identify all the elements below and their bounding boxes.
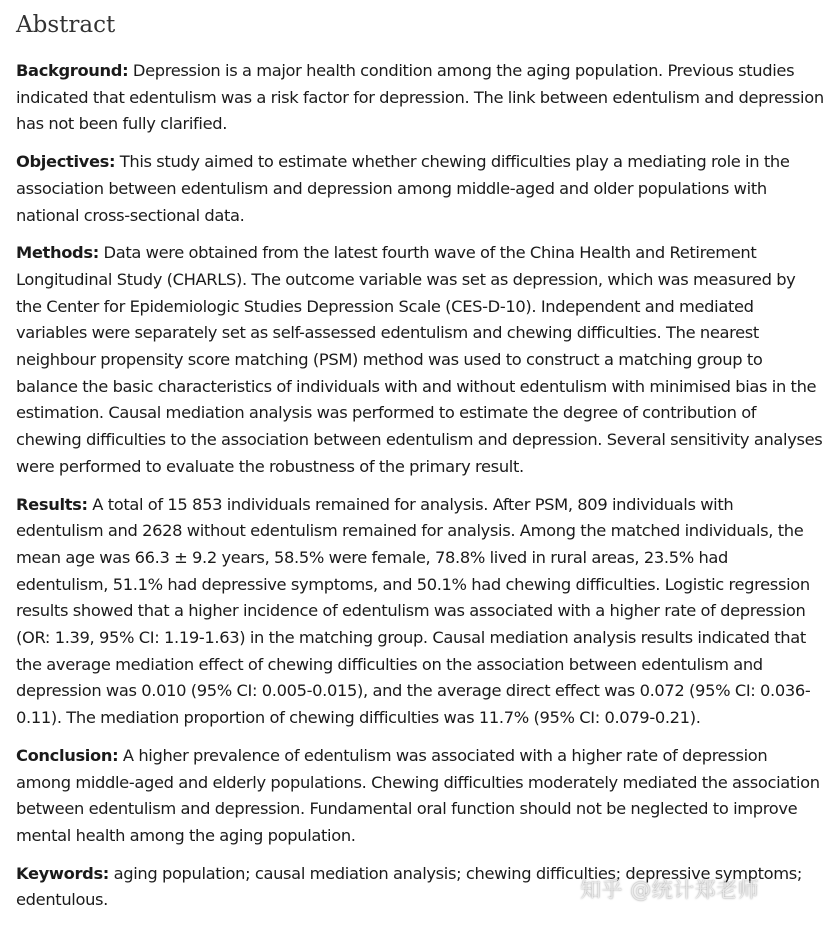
section-text: Depression is a major health condition among the aging population. Previous studies indicated that edentulism was a risk factor for depression. The link between edentulism and depression has not been fully clarified. [16, 61, 824, 134]
abstract-section-background [16, 58, 824, 138]
abstract-section-objectives [16, 149, 824, 229]
section-text: aging population; causal mediation analysis; chewing difficulties; depressive symptoms; edentulous. [16, 863, 803, 910]
abstract-section-keywords [16, 861, 824, 914]
section-text: A total of 15 853 individuals remained for analysis. After PSM, 809 individuals with edentulism and 2628 without edentulism remained for analysis. Among the matched individuals, the mean age was 66.3 ± 9.2 years, 58.5% were female, 78.8% lived in rural areas, 23.5% had edentulism, 51.1% had depressive symptoms, and 50.1% had chewing difficulties. Logistic regression results showed that a higher incidence of edentulism was associated with a higher rate of depression (OR: 1.39, 95% CI: 1.19-1.63) in the matching group. Causal mediation analysis results indicated that the average mediation effect of chewing difficulties on the association between edentulism and depression was 0.010 (95% CI: 0.005-0.015), and the average direct effect was 0.072 (95% CI: 0.036-0.11). The mediation proportion of chewing difficulties was 11.7% (95% CI: 0.079-0.21). [16, 494, 811, 728]
section-label: Keywords: [16, 863, 109, 883]
abstract-block [16, 8, 824, 925]
watermark: 知乎 @统计郑老师 [580, 878, 760, 902]
section-text: A higher prevalence of edentulism was associated with a higher rate of depression among middle-aged and elderly populations. Chewing difficulties moderately mediated the association between edentulism and depression. Fundamental oral function should not be neglected to improve mental health among the aging population. [16, 745, 820, 845]
abstract-section-results [16, 492, 824, 732]
section-label: Results: [16, 494, 88, 514]
section-text: Data were obtained from the latest fourth wave of the China Health and Retirement Longitudinal Study (CHARLS). The outcome variable was set as depression, which was measured by the Center for Epidemiologic Studies Depression Scale (CES-D-10). Independent and mediated variables were separately set as self-assessed edentulism and chewing difficulties. The nearest neighbour propensity score matching (PSM) method was used to construct a matching group to balance the basic characteristics of individuals with and without edentulism with minimised bias in the estimation. Causal mediation analysis was performed to estimate the degree of contribution of chewing difficulties to the association between edentulism and depression. Several sensitivity analyses were performed to evaluate the robustness of the primary result. [16, 243, 823, 476]
section-label: Conclusion: [16, 745, 119, 765]
abstract-section-methods [16, 240, 824, 480]
abstract-section-conclusion [16, 743, 824, 850]
section-text: This study aimed to estimate whether chewing difficulties play a mediating role in the association between edentulism and depression among middle-aged and older populations with national cross-sectional data. [16, 152, 790, 225]
section-label: Objectives: [16, 152, 116, 172]
abstract-heading: Abstract [16, 12, 116, 38]
section-label: Background: [16, 61, 129, 80]
section-label: Methods: [16, 243, 99, 263]
